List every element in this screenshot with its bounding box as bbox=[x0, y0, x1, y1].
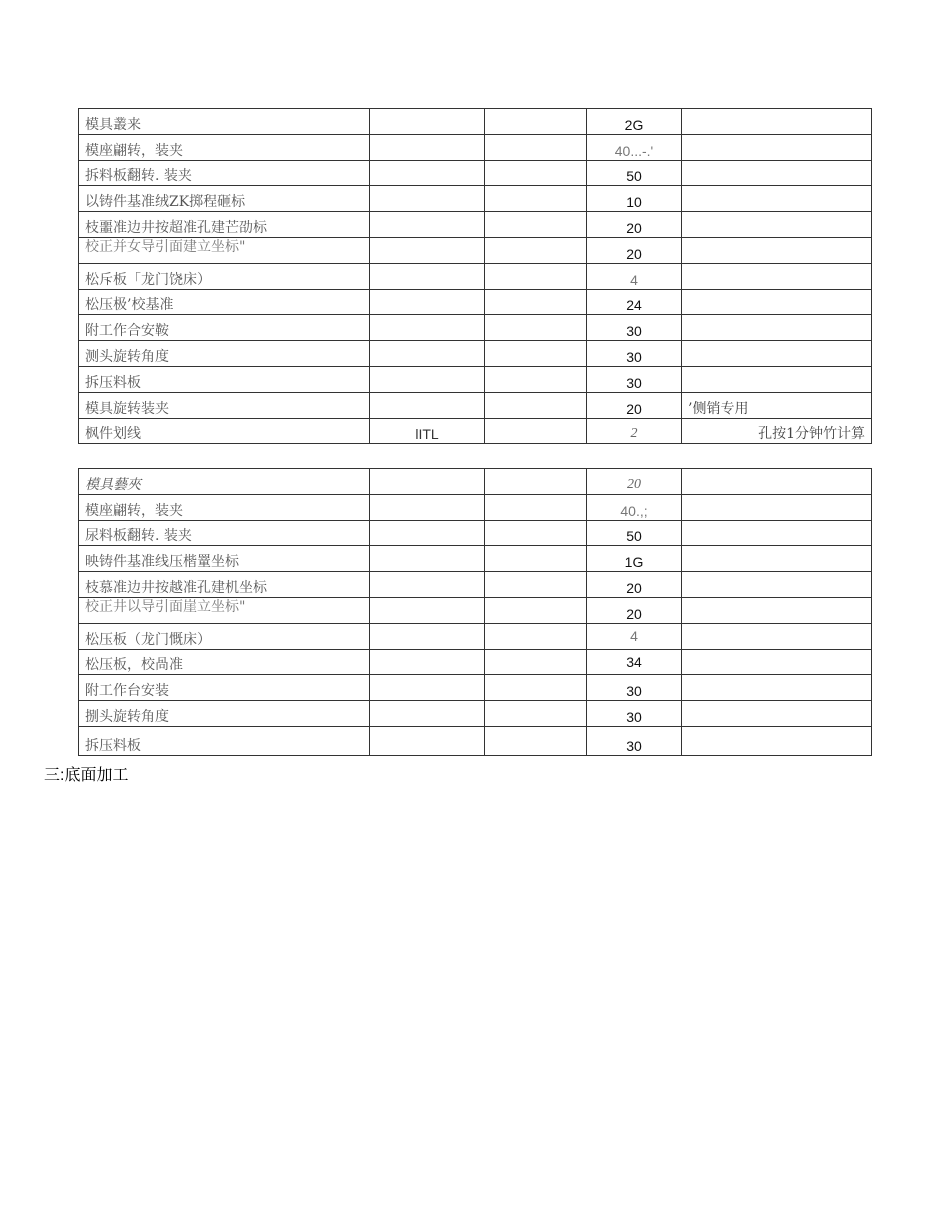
empty-cell bbox=[485, 289, 587, 315]
note-cell bbox=[682, 341, 872, 367]
empty-cell bbox=[485, 546, 587, 572]
empty-cell bbox=[370, 186, 485, 212]
step-name: 校正井以导引面崖立坐标" bbox=[79, 597, 370, 623]
operations-table-1 bbox=[78, 108, 872, 444]
step-value: 10 bbox=[587, 186, 682, 212]
step-value: 2G bbox=[587, 109, 682, 135]
empty-cell bbox=[370, 701, 485, 727]
table-row bbox=[79, 341, 872, 367]
step-name: 模具藝夾 bbox=[79, 469, 370, 495]
empty-cell bbox=[370, 315, 485, 341]
table-row bbox=[79, 186, 872, 212]
note-cell bbox=[682, 494, 872, 520]
table-row bbox=[79, 212, 872, 238]
step-name: 松压板，校咼准 bbox=[79, 649, 370, 675]
empty-cell bbox=[370, 263, 485, 289]
step-value: 30 bbox=[587, 701, 682, 727]
note-cell bbox=[682, 315, 872, 341]
step-value: 30 bbox=[587, 726, 682, 755]
empty-cell bbox=[485, 469, 587, 495]
empty-cell bbox=[485, 186, 587, 212]
step-value: 4 bbox=[587, 263, 682, 289]
empty-cell bbox=[485, 649, 587, 675]
step-name: 枝噩准边井按超准孔建芒劭标 bbox=[79, 212, 370, 238]
table-row bbox=[79, 160, 872, 186]
empty-cell bbox=[485, 520, 587, 546]
note-cell: ’侧销专用 bbox=[682, 392, 872, 418]
empty-cell bbox=[370, 160, 485, 186]
note-cell bbox=[682, 469, 872, 495]
empty-cell bbox=[370, 726, 485, 755]
table-row bbox=[79, 494, 872, 520]
table-row bbox=[79, 263, 872, 289]
note-cell bbox=[682, 109, 872, 135]
note-cell bbox=[682, 623, 872, 649]
note-cell bbox=[682, 572, 872, 598]
empty-cell bbox=[485, 263, 587, 289]
empty-cell bbox=[370, 289, 485, 315]
empty-cell bbox=[370, 494, 485, 520]
step-name: 拆压料板 bbox=[79, 726, 370, 755]
table-row bbox=[79, 109, 872, 135]
step-name: 测头旋转角度 bbox=[79, 341, 370, 367]
note-cell bbox=[682, 649, 872, 675]
empty-cell bbox=[485, 572, 587, 598]
empty-cell bbox=[485, 341, 587, 367]
note-cell: 孔按1分钟竹计算 bbox=[682, 418, 872, 444]
empty-cell bbox=[485, 623, 587, 649]
empty-cell bbox=[370, 546, 485, 572]
empty-cell bbox=[370, 675, 485, 701]
step-value: 20 bbox=[587, 212, 682, 238]
table-row bbox=[79, 392, 872, 418]
step-name: 以铸件基准绒ZK掷程砸标 bbox=[79, 186, 370, 212]
note-cell bbox=[682, 546, 872, 572]
table-row bbox=[79, 623, 872, 649]
step-name: 附工作合安鞍 bbox=[79, 315, 370, 341]
step-name: 附工作台安装 bbox=[79, 675, 370, 701]
step-name: 模座翩转，装夹 bbox=[79, 494, 370, 520]
empty-cell bbox=[485, 701, 587, 727]
note-cell bbox=[682, 212, 872, 238]
empty-cell bbox=[485, 675, 587, 701]
step-value: 1G bbox=[587, 546, 682, 572]
step-value: 20 bbox=[587, 597, 682, 623]
table-row bbox=[79, 701, 872, 727]
step-name: 捌头旋转角度 bbox=[79, 701, 370, 727]
table-row bbox=[79, 597, 872, 623]
empty-cell bbox=[485, 366, 587, 392]
table-row bbox=[79, 366, 872, 392]
step-name: 模具叢来 bbox=[79, 109, 370, 135]
empty-cell bbox=[485, 597, 587, 623]
step-value: 50 bbox=[587, 160, 682, 186]
note-cell bbox=[682, 289, 872, 315]
operations-table-2 bbox=[78, 468, 872, 756]
step-value: 2 bbox=[587, 418, 682, 444]
step-name: 模座翩转，装夹 bbox=[79, 134, 370, 160]
step-name: 映铸件基准线压楷罿坐标 bbox=[79, 546, 370, 572]
empty-cell bbox=[370, 392, 485, 418]
step-name: 松压极’校基准 bbox=[79, 289, 370, 315]
note-cell bbox=[682, 701, 872, 727]
step-name: 拆压料板 bbox=[79, 366, 370, 392]
step-value: 20 bbox=[587, 237, 682, 263]
step-name: 校正并女导引面建立坐标" bbox=[79, 237, 370, 263]
table-row bbox=[79, 675, 872, 701]
note-cell bbox=[682, 263, 872, 289]
table-row bbox=[79, 726, 872, 755]
table-row bbox=[79, 520, 872, 546]
empty-cell bbox=[370, 469, 485, 495]
step-name: 拆料板翻转. 装夹 bbox=[79, 160, 370, 186]
empty-cell bbox=[370, 649, 485, 675]
step-value: 34 bbox=[587, 649, 682, 675]
empty-cell bbox=[370, 134, 485, 160]
empty-cell bbox=[485, 212, 587, 238]
mark-cell: lITL bbox=[370, 418, 485, 444]
step-value: 20 bbox=[587, 392, 682, 418]
table-row bbox=[79, 237, 872, 263]
empty-cell bbox=[370, 109, 485, 135]
section-heading: 三:底面加工 bbox=[44, 767, 129, 784]
step-value: 20 bbox=[587, 469, 682, 495]
empty-cell bbox=[370, 520, 485, 546]
note-cell bbox=[682, 160, 872, 186]
step-value: 30 bbox=[587, 675, 682, 701]
empty-cell bbox=[485, 418, 587, 444]
step-name: 枫件划线 bbox=[79, 418, 370, 444]
empty-cell bbox=[370, 341, 485, 367]
step-value: 40...-.' bbox=[587, 134, 682, 160]
note-cell bbox=[682, 134, 872, 160]
step-name: 尿料板翻转. 装夹 bbox=[79, 520, 370, 546]
table-row bbox=[79, 649, 872, 675]
table-row bbox=[79, 572, 872, 598]
empty-cell bbox=[485, 726, 587, 755]
empty-cell bbox=[370, 212, 485, 238]
note-cell bbox=[682, 366, 872, 392]
note-cell bbox=[682, 237, 872, 263]
step-value: 24 bbox=[587, 289, 682, 315]
note-cell bbox=[682, 186, 872, 212]
step-value: 30 bbox=[587, 366, 682, 392]
step-name: 枝慕准边井按越准孔建机坐标 bbox=[79, 572, 370, 598]
step-value: 30 bbox=[587, 341, 682, 367]
step-value: 20 bbox=[587, 572, 682, 598]
note-cell bbox=[682, 597, 872, 623]
table-row bbox=[79, 469, 872, 495]
empty-cell bbox=[485, 134, 587, 160]
empty-cell bbox=[370, 597, 485, 623]
step-value: 30 bbox=[587, 315, 682, 341]
step-value: 50 bbox=[587, 520, 682, 546]
table-row bbox=[79, 418, 872, 444]
empty-cell bbox=[485, 392, 587, 418]
empty-cell bbox=[370, 623, 485, 649]
step-name: 松压板（龙门慨床） bbox=[79, 623, 370, 649]
empty-cell bbox=[485, 494, 587, 520]
note-cell bbox=[682, 675, 872, 701]
table-row bbox=[79, 315, 872, 341]
step-value: 40.,; bbox=[587, 494, 682, 520]
step-name: 模具旋转装夹 bbox=[79, 392, 370, 418]
note-cell bbox=[682, 726, 872, 755]
note-cell bbox=[682, 520, 872, 546]
empty-cell bbox=[370, 366, 485, 392]
table-row bbox=[79, 134, 872, 160]
empty-cell bbox=[370, 572, 485, 598]
empty-cell bbox=[485, 315, 587, 341]
empty-cell bbox=[370, 237, 485, 263]
empty-cell bbox=[485, 237, 587, 263]
empty-cell bbox=[485, 160, 587, 186]
step-name: 松斥板「龙门饶床） bbox=[79, 263, 370, 289]
table-row bbox=[79, 289, 872, 315]
step-value: 4 bbox=[587, 623, 682, 649]
empty-cell bbox=[485, 109, 587, 135]
table-row bbox=[79, 546, 872, 572]
